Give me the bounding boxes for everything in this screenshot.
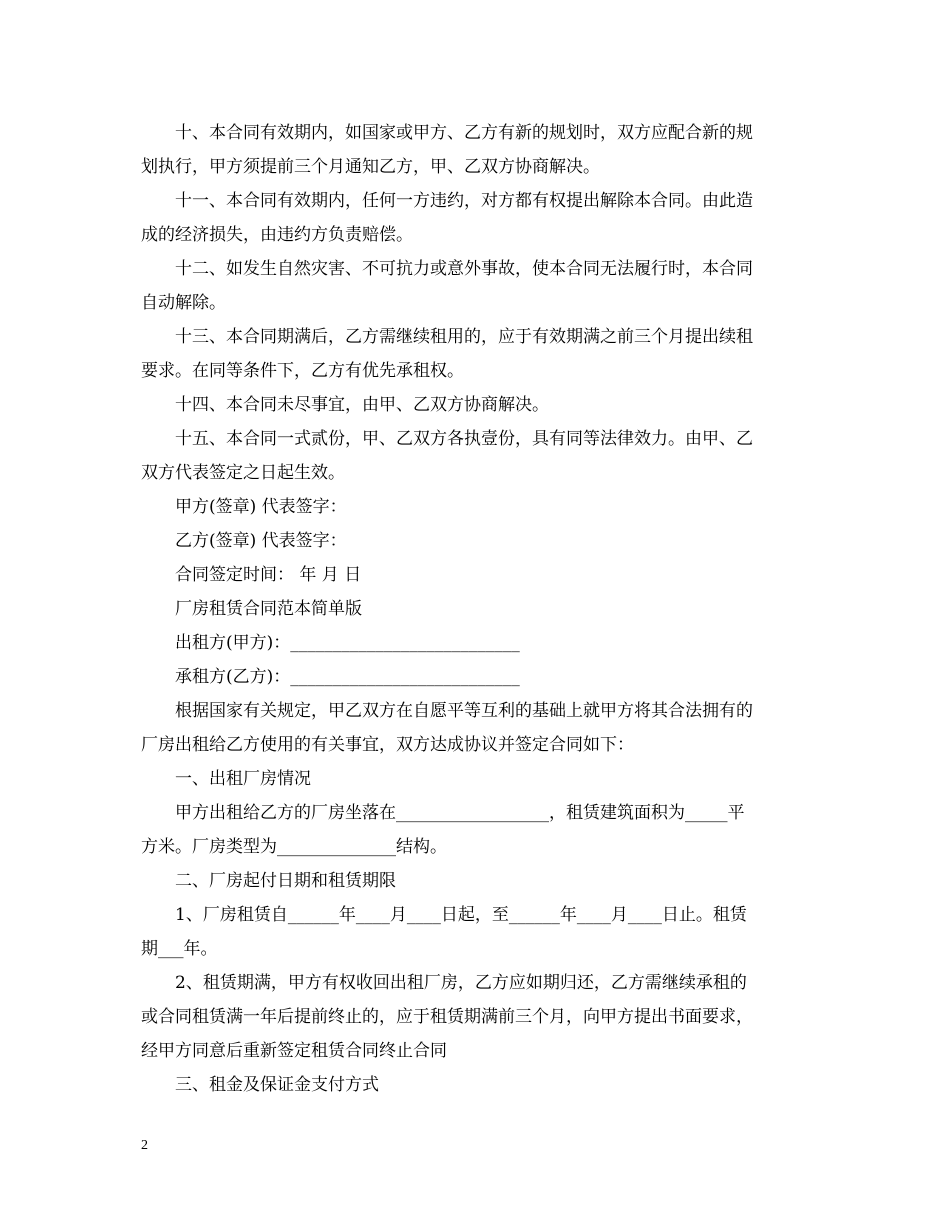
preamble-line-1: 根据国家有关规定，甲乙双方在自愿平等互利的基础上就甲方将其合法拥有的 (175, 701, 753, 721)
section-1-line-2: 方米。厂房类型为______________结构。 (141, 837, 447, 857)
section-2-item-2-line-1: 2、租赁期满，甲方有权收回出租厂房，乙方应如期归还，乙方需继续承租的 (175, 973, 747, 993)
lessor-field-line: 出租方(甲方)：___________________________ (175, 633, 520, 653)
section-2-item-1-line-1: 1、厂房租赁自______年____月____日起，至______年____月____日止。租赁 (175, 905, 747, 925)
clause-13-line-2: 要求。在同等条件下，乙方有优先承租权。 (141, 361, 464, 381)
signing-date-line: 合同签定时间： 年 月 日 (175, 565, 362, 585)
section-2-item-2-line-2: 或合同租赁满一年后提前终止的，应于租赁期满前三个月，向甲方提出书面要求， (141, 1007, 753, 1027)
clause-12-line-1: 十二、如发生自然灾害、不可抗力或意外事故，使本合同无法履行时，本合同 (175, 259, 753, 279)
lessee-field-line: 承租方(乙方)：___________________________ (175, 667, 520, 687)
section-1-line-1: 甲方出租给乙方的厂房坐落在__________________，租赁建筑面积为_____平 (175, 803, 745, 823)
clause-11-line-1: 十一、本合同有效期内，任何一方违约，对方都有权提出解除本合同。由此造 (175, 191, 753, 211)
clause-10-line-2: 划执行，甲方须提前三个月通知乙方，甲、乙双方协商解决。 (141, 157, 600, 177)
clause-13-line-1: 十三、本合同期满后，乙方需继续租用的，应于有效期满之前三个月提出续租 (175, 327, 753, 347)
clause-12-line-2: 自动解除。 (141, 293, 226, 313)
clause-11-line-2: 成的经济损失，由违约方负责赔偿。 (141, 225, 413, 245)
document-body (141, 116, 811, 1102)
page-number: 2 (141, 1138, 148, 1153)
clause-14-line-1: 十四、本合同未尽事宜，由甲、乙双方协商解决。 (175, 395, 549, 415)
section-3-heading: 三、租金及保证金支付方式 (175, 1075, 379, 1095)
section-2-item-2-line-3: 经甲方同意后重新签定租赁合同终止合同 (141, 1041, 447, 1061)
clause-15-line-2: 双方代表签定之日起生效。 (141, 463, 345, 483)
section-1-heading: 一、出租厂房情况 (175, 769, 311, 789)
section-2-item-1-line-2: 期___年。 (141, 939, 218, 959)
clause-15-line-1: 十五、本合同一式贰份，甲、乙双方各执壹份，具有同等法律效力。由甲、乙 (175, 429, 753, 449)
contract-title: 厂房租赁合同范本简单版 (175, 599, 362, 619)
clause-10-line-1: 十、本合同有效期内，如国家或甲方、乙方有新的规划时，双方应配合新的规 (175, 123, 753, 143)
section-2-heading: 二、厂房起付日期和租赁期限 (175, 871, 396, 891)
party-b-signature-line: 乙方(签章) 代表签字： (175, 531, 347, 551)
preamble-line-2: 厂房出租给乙方使用的有关事宜，双方达成协议并签定合同如下： (141, 735, 634, 755)
party-a-signature-line: 甲方(签章) 代表签字： (175, 497, 347, 517)
